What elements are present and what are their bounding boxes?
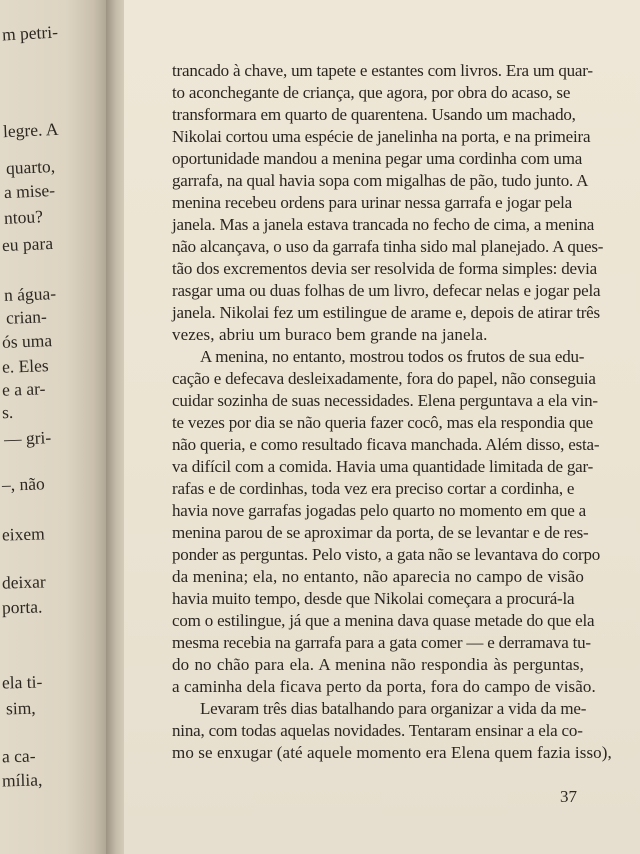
- left-text-line: e. Eles: [1, 355, 49, 377]
- text-line: transformara em quarto de quarentena. Usando um machado,: [172, 105, 576, 124]
- left-text-line: –, não: [1, 473, 46, 495]
- left-text-line: legre. A: [2, 118, 59, 142]
- text-line: da menina; ela, no entanto, não aparecia no campo de visão: [172, 567, 584, 586]
- page-number: 37: [560, 787, 577, 806]
- left-page: [0, 0, 110, 854]
- text-line: havia nove garrafas jogadas pelo quarto no momento em que a: [172, 501, 586, 520]
- left-text-line: m petri-: [1, 21, 59, 45]
- text-line: mo se enxugar (até aquele momento era Elena quem fazia isso),: [172, 743, 612, 762]
- text-line: te vezes por dia se não queria fazer cocô, mas ela respondia que: [172, 413, 593, 432]
- text-line: não alcançava, o uso da garrafa tinha sido mal planejado. A ques-: [172, 237, 604, 256]
- left-text-line: a ca-: [1, 745, 36, 767]
- paragraph-start-line: A menina, no entanto, mostrou todos os frutos de sua edu-: [200, 347, 585, 366]
- left-text-line: deixar: [1, 571, 46, 593]
- left-text-line: porta.: [1, 596, 43, 618]
- text-line: mesma recebia na garrafa para a gata comer — e derramava tu-: [172, 633, 591, 652]
- text-line: a caminha dela ficava perto da porta, fora do campo de visão.: [172, 677, 596, 696]
- left-text-line: n água-: [3, 283, 57, 305]
- text-line: va difícil com a comida. Havia uma quantidade limitada de gar-: [172, 457, 594, 476]
- left-text-line: ntou?: [3, 206, 44, 228]
- left-text-line: mília,: [1, 769, 43, 791]
- left-text-line: — gri-: [3, 427, 52, 449]
- left-text-line: eixem: [1, 523, 46, 545]
- paragraph-start-line: Levaram três dias batalhando para organizar a vida da me-: [200, 699, 587, 718]
- text-line: garrafa, na qual havia sopa com migalhas de pão, tudo junto. A: [172, 171, 589, 190]
- text-line: com o estilingue, já que a menina dava quase metade do que ela: [172, 611, 595, 630]
- text-line: nina, com todas aquelas novidades. Tentaram ensinar a ela co-: [172, 721, 583, 740]
- text-line: Nikolai cortou uma espécie de janelinha na porta, e na primeira: [172, 127, 591, 146]
- text-line: vezes, abriu um buraco bem grande na janela.: [172, 325, 488, 344]
- text-line: havia muito tempo, desde que Nikolai começara a procurá-la: [172, 589, 575, 608]
- left-text-line: eu para: [1, 232, 54, 256]
- left-text-line: quarto,: [5, 155, 56, 179]
- text-line: ponder as perguntas. Pelo visto, a gata não se levantava do corpo: [172, 545, 601, 564]
- left-text-line: a mise-: [3, 179, 56, 203]
- left-text-line: ós uma: [1, 330, 53, 352]
- text-line: tão dos excrementos devia ser resolvida de forma simples: devia: [172, 259, 598, 278]
- text-line: to aconchegante de criança, que agora, por obra do acaso, se: [172, 83, 571, 102]
- left-text-line: ela ti-: [1, 671, 43, 693]
- text-line: rafas e de cordinhas, toda vez era preciso cortar a cordinha, e: [172, 479, 575, 498]
- text-line: do no chão para ela. A menina não respondia às perguntas,: [172, 655, 584, 674]
- text-line: janela. Mas a janela estava trancada no fecho de cima, a menina: [172, 215, 595, 234]
- text-line: trancado à chave, um tapete e estantes com livros. Era um quar-: [172, 61, 593, 80]
- text-line: menina parou de se aproximar da porta, de se levantar e de res-: [172, 523, 589, 542]
- text-line: cuidar sozinha de suas necessidades. Elena perguntava a ela vin-: [172, 391, 598, 410]
- text-line: rasgar uma ou duas folhas de um livro, defecar nelas e jogar pela: [172, 281, 601, 300]
- left-text-line: s.: [1, 401, 14, 423]
- text-line: janela. Nikolai fez um estilingue de arame e, depois de atirar três: [172, 303, 600, 322]
- text-line: menina recebeu ordens para urinar nessa garrafa e jogar pela: [172, 193, 573, 212]
- text-line: não queria, e como resultado ficava manchada. Além disso, esta-: [172, 435, 600, 454]
- text-line: oportunidade mandou a menina pegar uma cordinha com uma: [172, 149, 583, 168]
- left-text-line: crian-: [5, 306, 48, 328]
- left-text-line: sim,: [5, 697, 36, 719]
- left-text-line: e a ar-: [1, 378, 46, 400]
- text-line: cação e defecava desleixadamente, fora do papel, não conseguia: [172, 369, 596, 388]
